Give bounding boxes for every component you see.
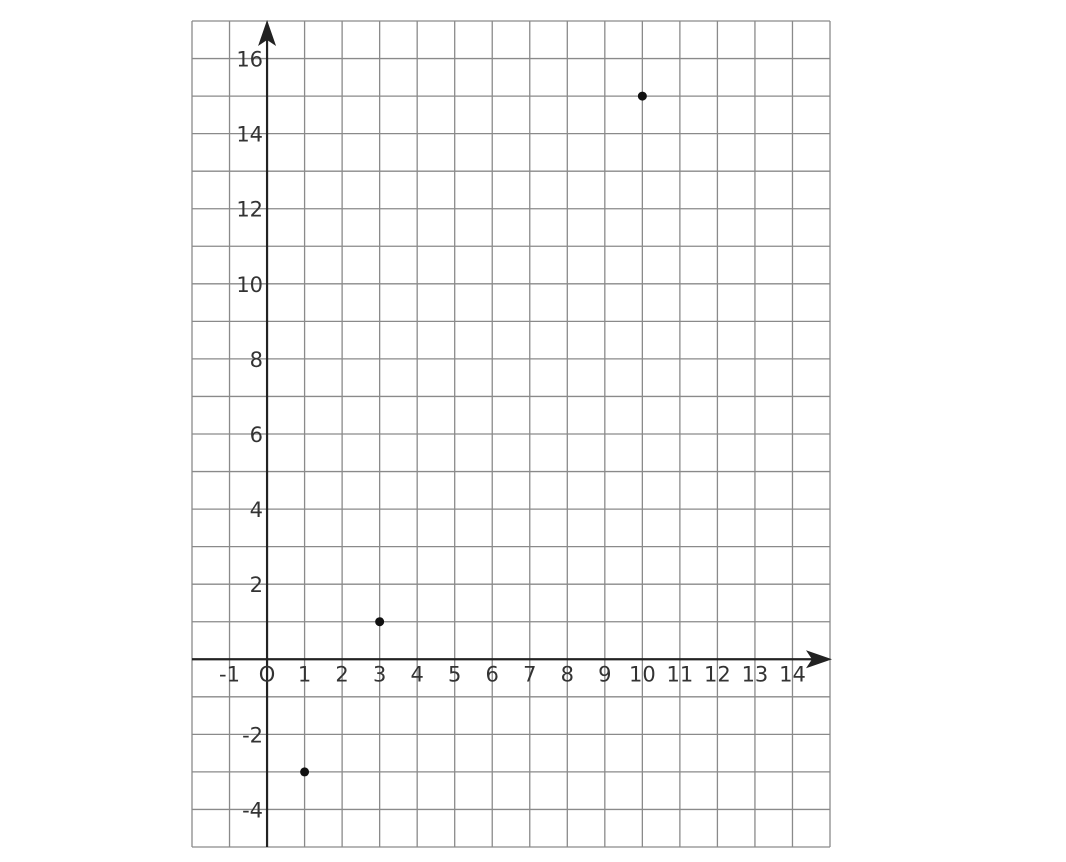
- x-tick-label: 4: [410, 662, 424, 687]
- y-tick-label: 16: [236, 47, 264, 72]
- x-tick-label: 7: [523, 662, 537, 687]
- x-tick-label: 3: [372, 662, 387, 687]
- data-point: [638, 92, 647, 101]
- x-tick-label: O: [258, 662, 276, 687]
- data-point: [300, 767, 309, 776]
- y-tick-label: 2: [249, 573, 264, 598]
- x-tick-label: 14: [779, 662, 806, 687]
- x-tick-label: 9: [598, 662, 612, 687]
- y-tick-label: 4: [249, 498, 264, 523]
- grid: [192, 21, 830, 847]
- x-tick-label: 11: [666, 662, 694, 687]
- x-tick-label: 6: [485, 662, 499, 687]
- y-tick-label: -4: [242, 798, 264, 823]
- x-tick-label: -1: [219, 662, 241, 687]
- y-tick-label: 8: [249, 347, 264, 372]
- x-tick-label: 12: [704, 662, 731, 687]
- x-tick-label: 1: [297, 662, 312, 687]
- data-point: [375, 617, 384, 626]
- x-tick-label: 10: [628, 662, 656, 687]
- y-tick-label: 6: [249, 423, 264, 447]
- y-tick-label: 12: [236, 197, 264, 222]
- x-tick-label: 2: [335, 662, 349, 687]
- y-tick-label: 10: [236, 272, 264, 297]
- x-tick-label: 5: [448, 662, 462, 687]
- x-tick-label: 13: [741, 662, 769, 687]
- x-tick-label: 8: [560, 662, 574, 687]
- y-tick-label: 14: [236, 122, 264, 147]
- y-tick-label: -2: [242, 723, 264, 748]
